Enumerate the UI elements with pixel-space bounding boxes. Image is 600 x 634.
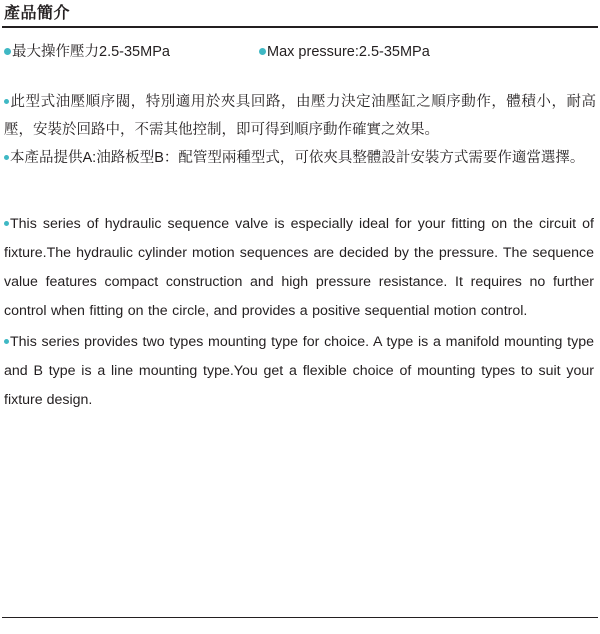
chinese-paragraph-1-text: 此型式油壓順序閥，特別適用於夾具回路，由壓力決定油壓缸之順序動作，體積小，耐高壓，安裝於回路中，不需其他控制，即可得到順序動作確實之效果。 [4, 94, 596, 138]
bullet-icon [4, 48, 11, 55]
chinese-paragraph-1 [4, 88, 598, 144]
title-divider [2, 26, 598, 28]
chinese-description-block [2, 88, 598, 172]
bullet-icon [4, 339, 9, 344]
english-description-block [2, 210, 598, 415]
english-paragraph-2 [4, 328, 598, 415]
english-paragraph-1-text: This series of hydraulic sequence valve is especially ideal for your fitting on the circuit of fixture.The hydraulic cylinder motion sequences are decided by the pressure. The sequence value features compact construction and high pressure resistance. It requires no further control when fitting on the circle, and provides a positive sequential motion control. [4, 216, 594, 319]
page-title: 產品簡介 [4, 5, 71, 22]
intro-chinese [4, 42, 259, 62]
bullet-icon [4, 155, 9, 160]
intro-row [2, 42, 598, 62]
footer-divider [2, 617, 598, 618]
bullet-icon [4, 99, 9, 104]
chinese-paragraph-2-text: 本產品提供A:油路板型B：配管型兩種型式，可依夾具整體設計安裝方式需要作適當選擇。 [10, 150, 585, 166]
bullet-icon [259, 48, 266, 55]
english-paragraph-2-text: This series provides two types mounting type for choice. A type is a manifold mounting type and B type is a line mounting type.You get a flexible choice of mounting types to suit your fixture design. [4, 334, 594, 408]
chinese-paragraph-2 [4, 144, 598, 172]
intro-english-text: Max pressure:2.5-35MPa [267, 44, 430, 60]
english-paragraph-1 [4, 210, 598, 326]
bullet-icon [4, 221, 9, 226]
intro-chinese-text: 最大操作壓力2.5-35MPa [12, 44, 170, 60]
intro-english [259, 42, 598, 62]
